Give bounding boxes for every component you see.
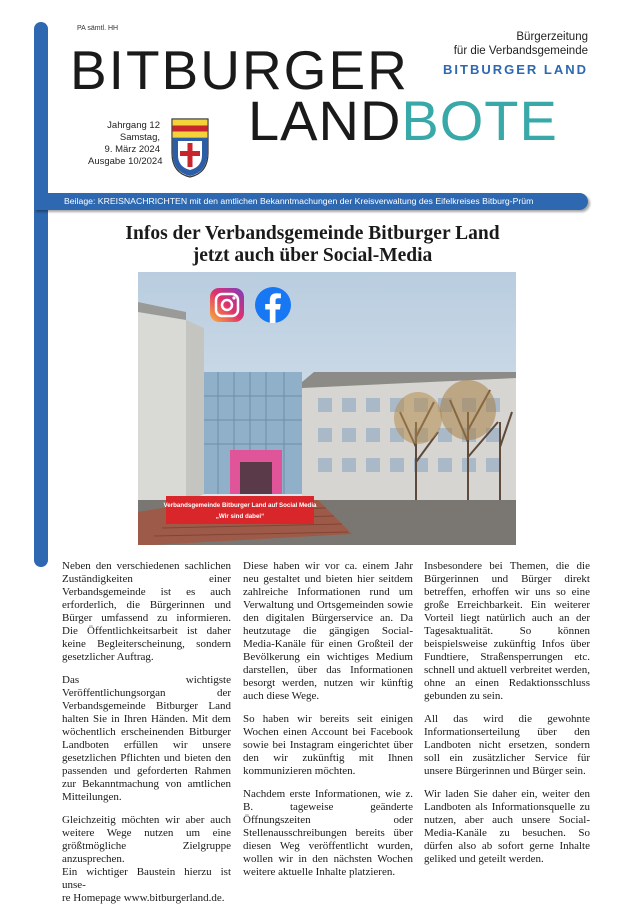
coat-of-arms-icon <box>170 117 210 179</box>
paragraph: Insbesondere bei Themen, die die Bürgerinnen und Bürger direkt betreffen, erhoffen wir uns so eine große Erreichbarkeit. Ein weiterer Vorteil liegt natürlich auch an der Tagesaktualität. So können beispielsweise zukünftig Infos über Fundtiere, Straßensperrungen etc. schnell und aktuell verbreitet werden, ohne an einen Redaktionsschluss gebunden zu sein. <box>424 560 590 702</box>
issue-date: 9. März 2024 <box>104 144 160 155</box>
headline-line1: Infos der Verbandsgemeinde Bitburger Land <box>125 223 500 244</box>
issue-number: Ausgabe 10/2024 <box>88 156 163 167</box>
paragraph: All das wird die gewohnte Informationserteilung über den Landboten nicht ersetzen, sondern soll ein zusätzlicher Service für unsere Bürgerinnen und Bürger sein. <box>424 713 590 777</box>
masthead-title-land: LAND <box>248 89 402 152</box>
region-name: BITBURGER LAND <box>443 62 588 77</box>
pa-note: PA sämtl. HH <box>77 25 119 32</box>
masthead-title-top: BITBURGER <box>70 39 409 101</box>
paragraph: Nachdem erste Informationen, wie z. B. tageweise geänderte Öffnungszeiten oder Stellenausschreibungen bereits über diesen Weg veröffentlicht wurden, wollen wir in den nächsten Wochen weitere aktuelle Inhalte platzieren. <box>243 788 413 878</box>
supplement-banner-text: Beilage: KREISNACHRICHTEN mit den amtlichen Bekanntmachungen der Kreisverwaltung des Eifelkreises Bitburg-Prüm <box>64 196 534 206</box>
headline-line2: jetzt auch über Social-Media <box>192 245 433 266</box>
issue-jahrgang: Jahrgang 12 <box>107 120 160 131</box>
paragraph: Gleichzeitig möchten wir aber auch weitere Wege nutzen um eine größtmögliche Zielgruppe anzusprechen. <box>62 814 231 865</box>
paragraph: Diese haben wir vor ca. einem Jahr neu gestaltet und bieten hier seitdem zahlreiche Informationen rund um Verwaltung und Ortsgemeinden sowie den digitalen Bürgerservice an. Da heutzutage die gängigen Social-Media-Kanäle für einen Großteil der Bevölkerung ein wichtiges Medium darstellen, über das Informationen besorgt werden, nutzen wir künftig auch diese Wege. <box>243 560 413 702</box>
article-column-2 <box>243 560 413 889</box>
paragraph-line: re Homepage www.bitburgerland.de. <box>62 892 225 904</box>
paragraph-line: Ein wichtiger Baustein hierzu ist unse- <box>62 866 231 891</box>
facebook-icon <box>255 287 291 323</box>
paragraph: So haben wir bereits seit einigen Wochen einen Account bei Facebook sowie bei Instagram eingerichtet über den wir zukünftig mit Ihnen kommunizieren möchten. <box>243 713 413 777</box>
supplement-banner <box>34 193 588 210</box>
tagline-line2: für die Verbandsgemeinde <box>453 45 588 57</box>
issue-day: Samstag, <box>119 132 160 143</box>
masthead-side-bar <box>34 22 48 567</box>
paragraph: Das wichtigste Veröffentlichungsorgan der Verbandsgemeinde Bitburger Land halten Sie in Ihren Händen. Mit dem wöchentlich erscheinenden Bitburger Landboten erfüllen wir unsere gesetzlichen Pflichten und bieten den passenden und geforderten Rahmen zur Bekanntmachung von amtlichen Mitteilungen. <box>62 674 231 803</box>
tagline-line1: Bürgerzeitung <box>516 31 588 43</box>
paragraph: Wir laden Sie daher ein, weiter den Landboten als Informationsquelle zu nutzen, aber auch unsere Social-Media-Kanäle zu besuchen. So dürfen also ab sofort gerne Inhalte geliked und geteilt werden. <box>424 788 590 865</box>
building-photo <box>138 272 516 545</box>
article-headline <box>50 223 575 267</box>
photo-banner-line1: Verbandsgemeinde Bitburger Land auf Social Media <box>163 502 317 509</box>
masthead-title-bottom <box>248 89 558 152</box>
masthead-title-bote: BOTE <box>401 89 558 152</box>
tagline <box>454 30 588 58</box>
issue-info <box>88 120 163 168</box>
article-photo <box>138 272 516 545</box>
photo-banner-line2: „Wir sind dabei“ <box>215 513 265 520</box>
instagram-icon <box>210 288 244 322</box>
article-column-3 <box>424 560 590 876</box>
article-column-1 <box>62 560 231 905</box>
paragraph: Neben den verschiedenen sachlichen Zuständigkeiten einer Verbandsgemeinde ist es auch erforderlich, die Bürgerinnen und Bürger umfassend zu informieren. Die Öffentlichkeitsarbeit ist daher keine Begleiterscheinung, sondern gesetzlicher Auftrag. <box>62 560 231 663</box>
